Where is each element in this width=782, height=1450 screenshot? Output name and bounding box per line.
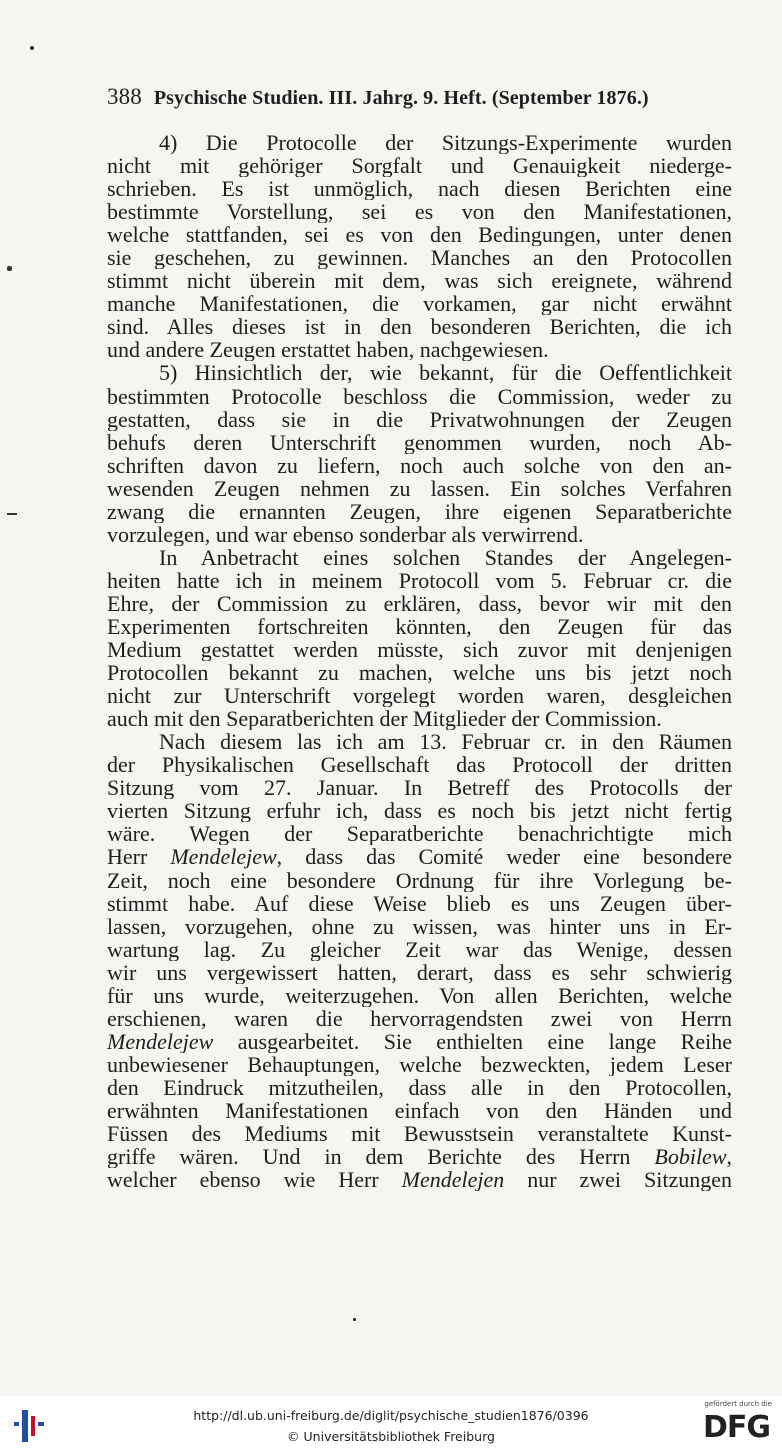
dfg-logo: DFG (702, 1410, 770, 1445)
text-line: nicht zur Unterschrift vorgelegt worden waren, desgleichen (107, 684, 732, 708)
text-line: heiten hatte ich in meinem Protocoll vom 5. Februar cr. die (107, 568, 732, 592)
text-line: wartung lag. Zu gleicher Zeit war das Wenige, dessen (107, 937, 732, 961)
text-line: Protocollen bekannt zu machen, welche uns bis jetzt noch (107, 661, 732, 685)
text-line: 5) Hinsichtlich der, wie bekannt, für die Oeffentlichkeit (159, 361, 732, 385)
text-line: welcher ebenso wie Herr Mendelejen nur zwei Sitzungen (107, 1168, 732, 1192)
text-line: erwähnten Manifestationen einfach von den Händen und (107, 1098, 732, 1123)
text-line: erschienen, waren die hervorragendsten zwei von Herrn (107, 1006, 732, 1030)
text-line: wesenden Zeugen nehmen zu lassen. Ein solches Verfahren (107, 476, 732, 500)
text-line: schrieben. Es ist unmöglich, nach diesen Berichten eine (107, 177, 732, 201)
copyright-notice: © Universitätsbibliothek Freiburg (287, 1429, 495, 1444)
text-line: sie geschehen, zu gewinnen. Manches an den Protocollen (107, 246, 732, 270)
margin-dot (7, 266, 12, 271)
running-header (107, 84, 732, 110)
text-line: stimmt habe. Auf diese Weise blieb es uns Zeugen über- (107, 891, 732, 915)
text-line: Nach diesem las ich am 13. Februar cr. in den Räumen (159, 730, 732, 754)
viewer-footer (0, 1396, 782, 1450)
body-text (107, 131, 732, 1191)
text-line: Herr Mendelejew, dass das Comité weder eine besondere (107, 845, 732, 869)
text-line: Mendelejew ausgearbeitet. Sie enthielten eine lange Reihe (107, 1029, 732, 1053)
text-line: sind. Alles dieses ist in den besonderen Berichten, die ich (107, 315, 732, 339)
text-line: nicht mit gehöriger Sorgfalt und Genauigkeit niederge- (107, 154, 732, 178)
text-line: griffe wären. Und in dem Berichte des Herrn Bobilew, (107, 1145, 732, 1169)
permalink-link[interactable]: http://dl.ub.uni-freiburg.de/diglit/psychische_studien1876/0396 (193, 1408, 589, 1423)
text-line: und andere Zeugen erstattet haben, nachgewiesen. (107, 338, 549, 362)
text-line: der Physikalischen Gesellschaft das Protocoll der dritten (107, 753, 732, 777)
text-line: für uns wurde, weiterzugehen. Von allen Berichten, welche (107, 983, 732, 1007)
text-line: bestimmte Vorstellung, sei es von den Manifestationen, (107, 200, 732, 224)
text-line: In Anbetracht eines solchen Standes der Angelegen- (159, 545, 732, 569)
text-line: vorzulegen, und war ebenso sonderbar als verwirrend. (107, 522, 584, 546)
dfg-tagline: gefördert durch die (704, 1400, 772, 1408)
text-line: bestimmten Protocolle beschloss die Commission, weder zu (107, 384, 732, 408)
text-line: Sitzung vom 27. Januar. In Betreff des Protocolls der (107, 776, 732, 800)
margin-dot (30, 46, 34, 50)
text-line: Füssen des Mediums mit Bewusstsein veranstaltete Kunst- (107, 1122, 732, 1146)
text-line: behufs deren Unterschrift genommen wurden, noch Ab- (107, 430, 732, 454)
text-line: zwang die ernannten Zeugen, ihre eigenen Separatberichte (107, 499, 732, 523)
text-line: welche stattfanden, sei es von den Bedingungen, unter denen (107, 223, 732, 247)
text-line: 4) Die Protocolle der Sitzungs-Experimente wurden (159, 131, 732, 155)
text-line: stimmt nicht überein mit dem, was sich ereignete, während (107, 269, 732, 293)
text-line: schriften davon zu liefern, noch auch solche von den an- (107, 453, 732, 477)
text-line: wäre. Wegen der Separatberichte benachrichtigte mich (107, 822, 732, 846)
text-line: Ehre, der Commission zu erklären, dass, bevor wir mit den (107, 591, 732, 615)
text-line: unbewiesener Behauptungen, welche bezweckten, jedem Leser (107, 1052, 732, 1076)
margin-dash (7, 513, 17, 515)
text-line: lassen, vorzugehen, ohne zu wissen, was hinter uns in Er- (107, 914, 732, 938)
text-line: Zeit, noch eine besondere Ordnung für ihre Vorlegung be- (107, 868, 732, 892)
page-number: 388 (107, 84, 142, 109)
text-line: vierten Sitzung erfuhr ich, dass es noch bis jetzt nicht fertig (107, 799, 732, 823)
text-line: auch mit den Separatberichten der Mitglieder der Commission. (107, 707, 662, 731)
margin-dot (353, 1318, 356, 1321)
text-line: Medium gestattet werden müsste, sich zuvor mit denjenigen (107, 638, 732, 662)
text-line: gestatten, dass sie in die Privatwohnungen der Zeugen (107, 407, 732, 431)
text-line: manche Manifestationen, die vorkamen, gar nicht erwähnt (107, 292, 732, 316)
text-line: Experimenten fortschreiten könnten, den Zeugen für das (107, 614, 732, 639)
text-line: wir uns vergewissert hatten, derart, dass es sehr schwierig (107, 960, 732, 984)
text-line: den Eindruck mitzutheilen, dass alle in den Protocollen, (107, 1075, 732, 1099)
running-title: Psychische Studien. III. Jahrg. 9. Heft. (September 1876.) (153, 87, 649, 109)
